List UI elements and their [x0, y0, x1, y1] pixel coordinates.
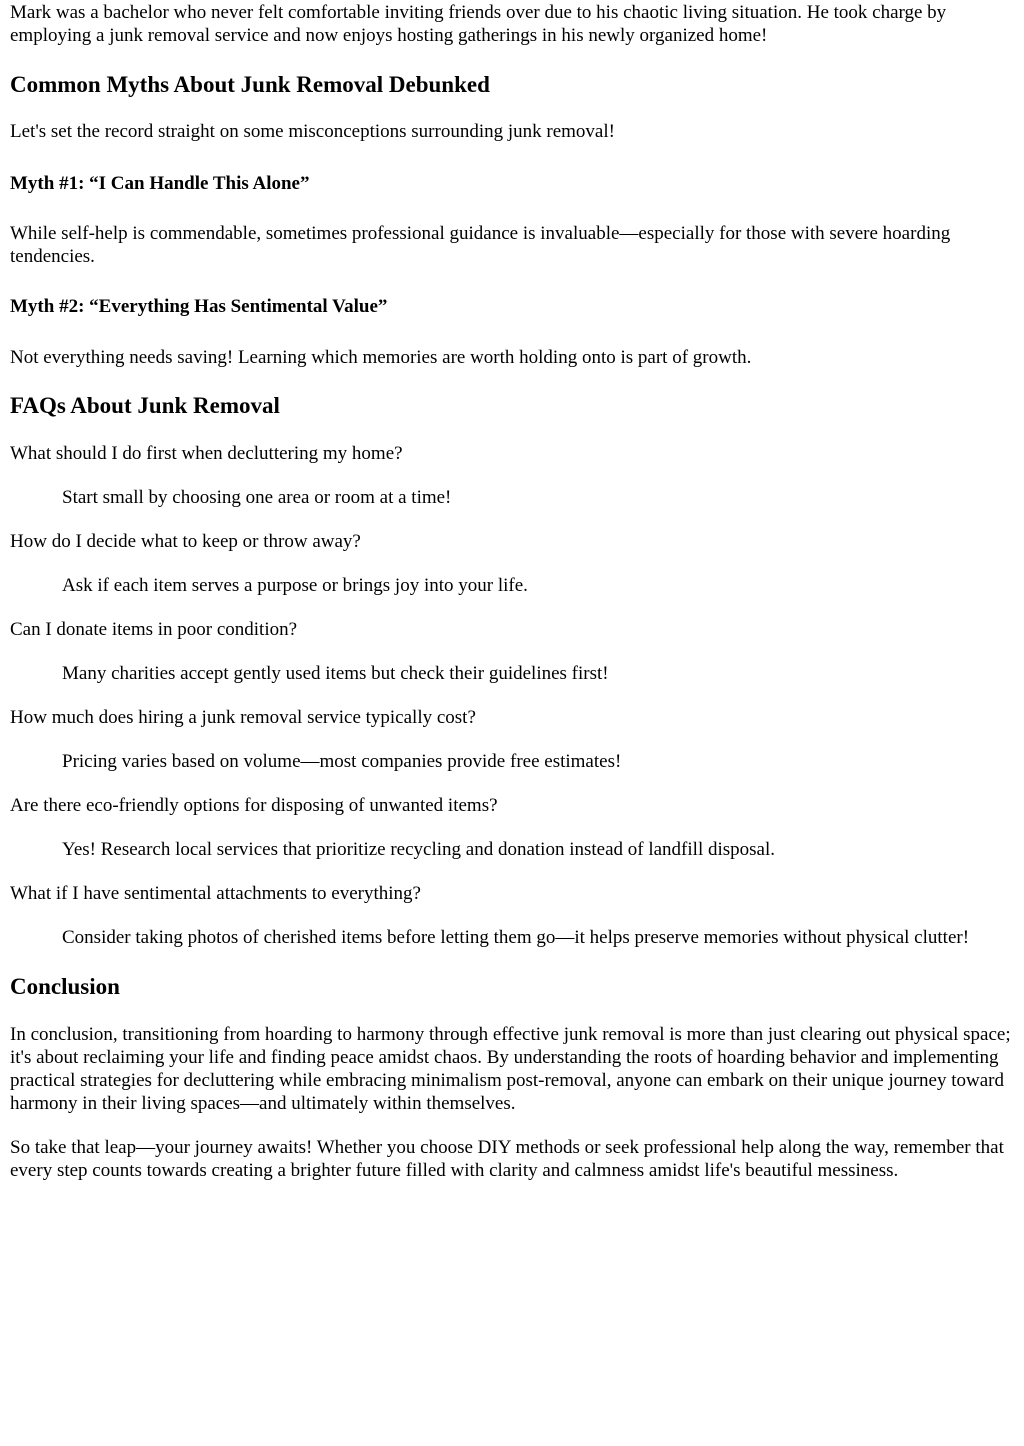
conclusion-paragraph-2: So take that leap—your journey awaits! Whether you choose DIY methods or seek professional help along the way, remember that every step counts towards creating a brighter future filled with clarity and calmness amidst life's beautiful messiness.	[10, 1137, 1004, 1181]
faq-answer: Start small by choosing one area or room at a time!	[62, 487, 452, 508]
myth-2-paragraph: Not everything needs saving! Learning which memories are worth holding onto is part of growth.	[10, 347, 752, 368]
faq-question: How much does hiring a junk removal service typically cost?	[10, 707, 476, 728]
faq-answer: Consider taking photos of cherished items before letting them go—it helps preserve memories without physical clutter!	[62, 927, 970, 948]
faq-answer: Yes! Research local services that prioritize recycling and donation instead of landfill disposal.	[62, 839, 776, 860]
faq-answer: Pricing varies based on volume—most companies provide free estimates!	[62, 751, 622, 772]
myths-heading: Common Myths About Junk Removal Debunked	[10, 72, 490, 97]
faq-question: What if I have sentimental attachments to everything?	[10, 883, 421, 904]
faqs-heading: FAQs About Junk Removal	[10, 393, 280, 418]
conclusion-paragraph-1: In conclusion, transitioning from hoarding to harmony through effective junk removal is more than just clearing out physical space; it's about reclaiming your life and finding peace amidst chaos. By understanding the roots of hoarding behavior and implementing practical strategies for decluttering while embracing minimalism post-removal, anyone can embark on their unique journey toward harmony in their living spaces—and ultimately within themselves.	[10, 1024, 1011, 1114]
faq-answer: Many charities accept gently used items but check their guidelines first!	[62, 663, 609, 684]
conclusion-heading: Conclusion	[10, 974, 120, 999]
intro-paragraph: Mark was a bachelor who never felt comfortable inviting friends over due to his chaotic living situation. He took charge by employing a junk removal service and now enjoys hosting gatherings in his newly organized home!	[10, 2, 947, 46]
faq-question: How do I decide what to keep or throw away?	[10, 531, 361, 552]
myth-1-heading: Myth #1: “I Can Handle This Alone”	[10, 173, 310, 194]
faq-answer: Ask if each item serves a purpose or brings joy into your life.	[62, 575, 528, 596]
faq-list	[10, 442, 1014, 949]
myths-intro-paragraph: Let's set the record straight on some misconceptions surrounding junk removal!	[10, 121, 615, 142]
faq-question: What should I do first when decluttering my home?	[10, 443, 403, 464]
faq-question: Are there eco-friendly options for disposing of unwanted items?	[10, 795, 498, 816]
myth-2-heading: Myth #2: “Everything Has Sentimental Value”	[10, 296, 388, 317]
myth-1-paragraph: While self-help is commendable, sometimes professional guidance is invaluable—especially for those with severe hoarding tendencies.	[10, 223, 951, 267]
faq-question: Can I donate items in poor condition?	[10, 619, 298, 640]
